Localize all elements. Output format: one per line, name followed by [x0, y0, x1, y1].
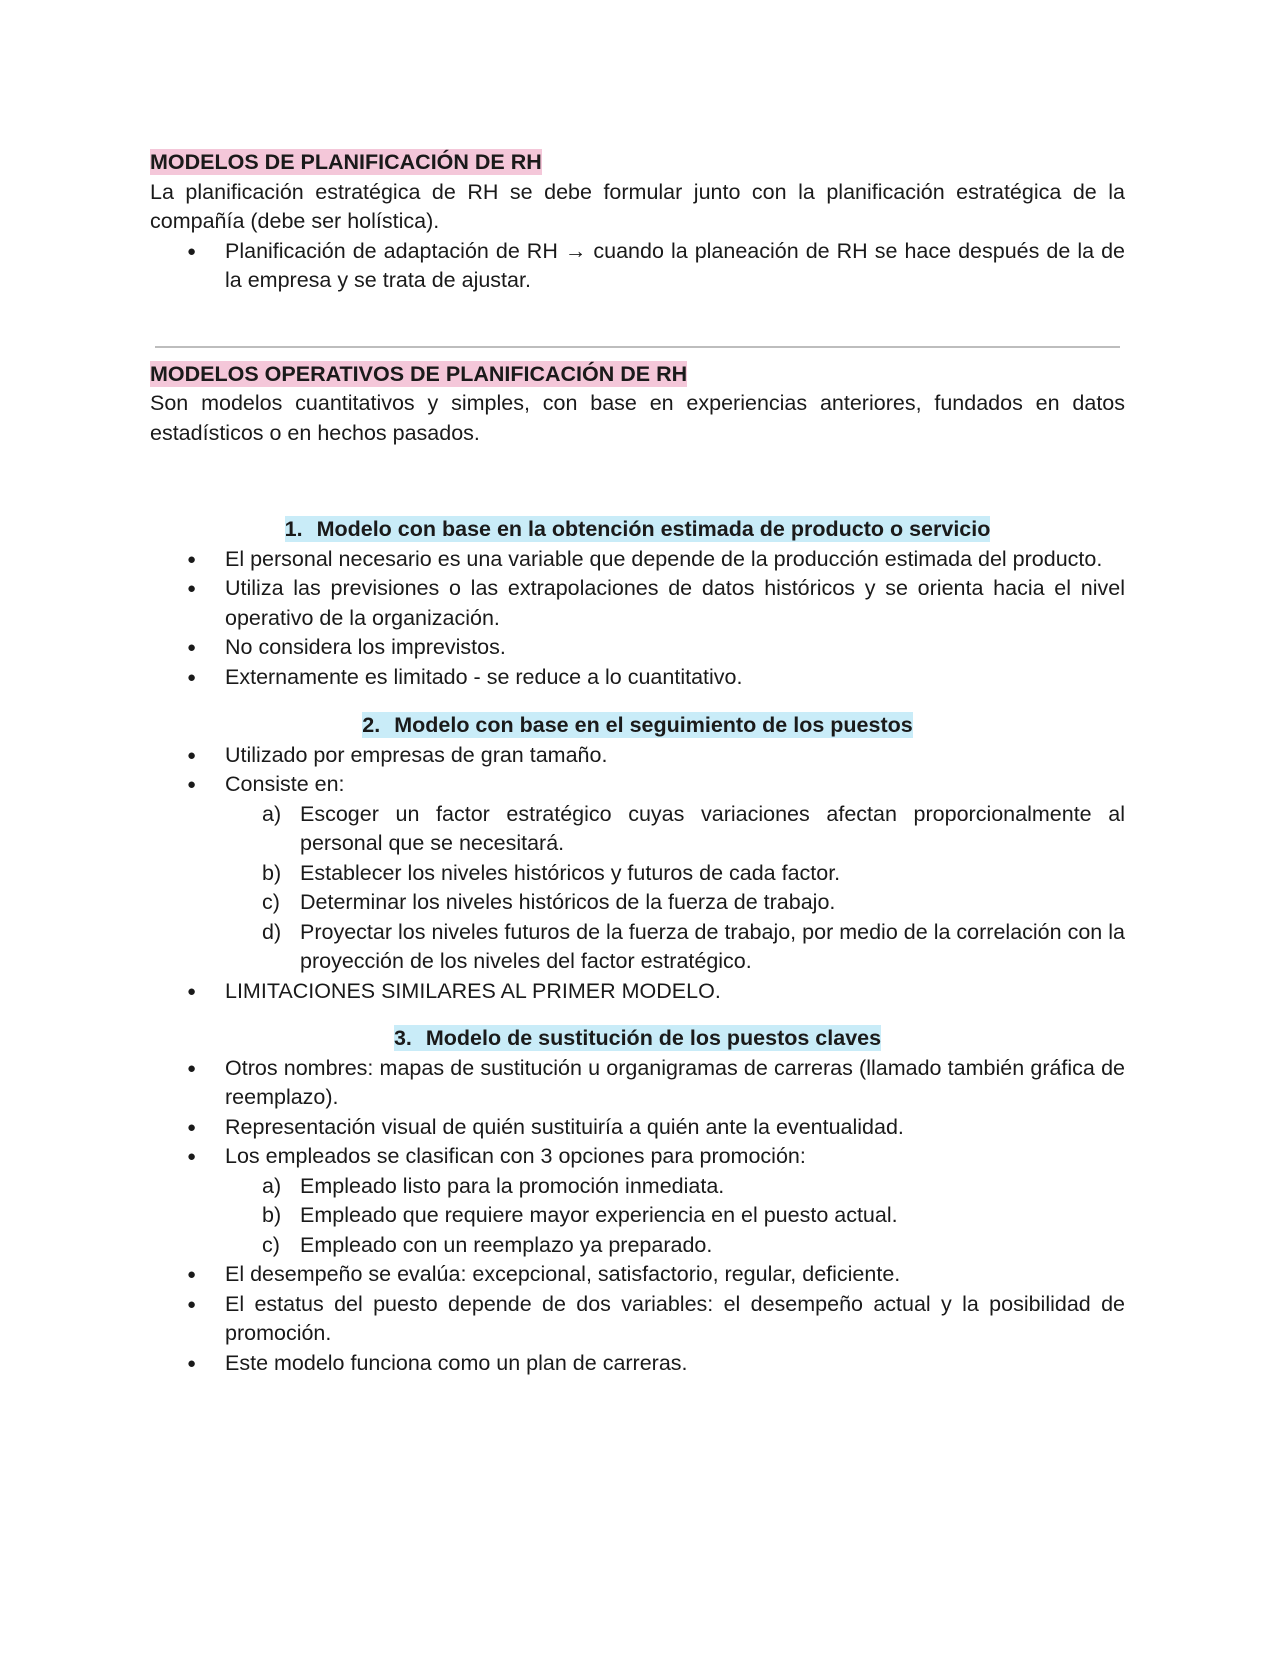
model3-number: 3.	[393, 1026, 412, 1050]
list-item: ● Los empleados se clasifican con 3 opciones para promoción:	[150, 1142, 1125, 1172]
section2-title-line	[150, 360, 1125, 390]
list-item: ● Planificación de adaptación de RH → cuando la planeación de RH se hace después de la de la empresa y se trata de ajustar.	[187, 238, 1125, 292]
bullet-icon: ●	[187, 1266, 197, 1283]
sub-list-item: c) Determinar los niveles históricos de la fuerza de trabajo.	[262, 890, 836, 914]
bullet-icon: ●	[187, 1295, 197, 1313]
list-item: ● Utiliza las previsiones o las extrapolaciones de datos históricos y se orienta hacia el nivel operativo de la organización.	[187, 576, 1125, 630]
bullet-icon: ●	[187, 580, 197, 597]
sub-list-item: c) Empleado con un reemplazo ya preparado.	[262, 1232, 713, 1257]
section1-bullet-list	[150, 237, 1125, 296]
document-body	[150, 148, 1125, 1378]
section1-intro: La planificación estratégica de RH se debe formular junto con la planificación estratégica de la compañía (debe ser holística).	[150, 179, 1125, 233]
model2-heading	[150, 711, 1125, 741]
sub-list-item: b) Empleado que requiere mayor experiencia en el puesto actual.	[262, 1203, 898, 1227]
list-item: ● Este modelo funciona como un plan de carreras.	[150, 1349, 1125, 1379]
section2-title: MODELOS OPERATIVOS DE PLANIFICACIÓN DE RH	[150, 361, 688, 386]
list-item: ● No considera los imprevistos.	[150, 633, 1125, 663]
list-item: ● El desempeño se evalúa: excepcional, satisfactorio, regular, deficiente.	[150, 1260, 1125, 1290]
bullet-icon: ●	[187, 1118, 197, 1136]
model3-title: Modelo de sustitución de los puestos claves	[425, 1026, 882, 1050]
model2-number: 2.	[362, 713, 381, 737]
bullet-icon: ●	[187, 242, 197, 260]
section1-title-line	[150, 148, 1125, 178]
model1-bullet-list	[150, 545, 1125, 693]
bullet-icon: ●	[187, 746, 197, 764]
sub-list-item: a) Escoger un factor estratégico cuyas variaciones afectan proporcionalmente al personal que se necesitará.	[262, 801, 1125, 855]
section2-intro: Son modelos cuantitativos y simples, con base en experiencias anteriores, fundados en datos estadísticos o en hechos pasados.	[150, 391, 1125, 445]
sub-list-item: d) Proyectar los niveles futuros de la fuerza de trabajo, por medio de la correlación con la proyección de los niveles del factor estratégico.	[262, 919, 1125, 973]
bullet-icon: ●	[187, 1148, 197, 1165]
model3-sub-list	[150, 1172, 1125, 1261]
list-item: ● Otros nombres: mapas de sustitución u organigramas de carreras (llamado también gráfica de reemplazo).	[187, 1055, 1125, 1109]
bullet-icon: ●	[187, 776, 197, 793]
bullet-icon: ●	[187, 982, 197, 1000]
model3-bullet-list	[150, 1054, 1125, 1172]
sub-list-item: a) Empleado listo para la promoción inmediata.	[262, 1173, 725, 1198]
list-item: ● LIMITACIONES SIMILARES AL PRIMER MODELO.	[150, 977, 1125, 1007]
model3-heading	[150, 1024, 1125, 1054]
list-item: ● El personal necesario es una variable que depende de la producción estimada del producto.	[150, 545, 1125, 575]
sub-list-item: b) Establecer los niveles históricos y futuros de cada factor.	[262, 860, 841, 885]
bullet-icon: ●	[187, 639, 197, 656]
bullet-icon: ●	[187, 668, 197, 686]
model3-bullet-list-end	[150, 1260, 1125, 1378]
bullet-icon: ●	[187, 1354, 197, 1372]
model2-bullet-list	[150, 741, 1125, 800]
model1-heading	[150, 515, 1125, 545]
list-item: ● Utilizado por empresas de gran tamaño.	[150, 741, 1125, 771]
model1-title: Modelo con base en la obtención estimada de producto o servicio	[316, 517, 991, 541]
list-item: ● El estatus del puesto depende de dos variables: el desempeño actual y la posibilidad de promoción.	[187, 1291, 1125, 1345]
section1-title: MODELOS DE PLANIFICACIÓN DE RH	[150, 150, 542, 174]
list-item: ● Consiste en:	[150, 770, 1125, 800]
model1-number: 1.	[284, 517, 303, 541]
bullet-icon: ●	[187, 550, 197, 568]
model2-title: Modelo con base en el seguimiento de los puestos	[394, 713, 913, 737]
bullet-icon: ●	[187, 1059, 197, 1077]
model2-bullet-list-end	[150, 977, 1125, 1007]
list-item: ● Representación visual de quién sustituiría a quién ante la eventualidad.	[150, 1113, 1125, 1143]
list-item: ● Externamente es limitado - se reduce a lo cuantitativo.	[150, 663, 1125, 693]
horizontal-divider	[155, 346, 1120, 348]
model2-sub-list	[150, 800, 1125, 977]
